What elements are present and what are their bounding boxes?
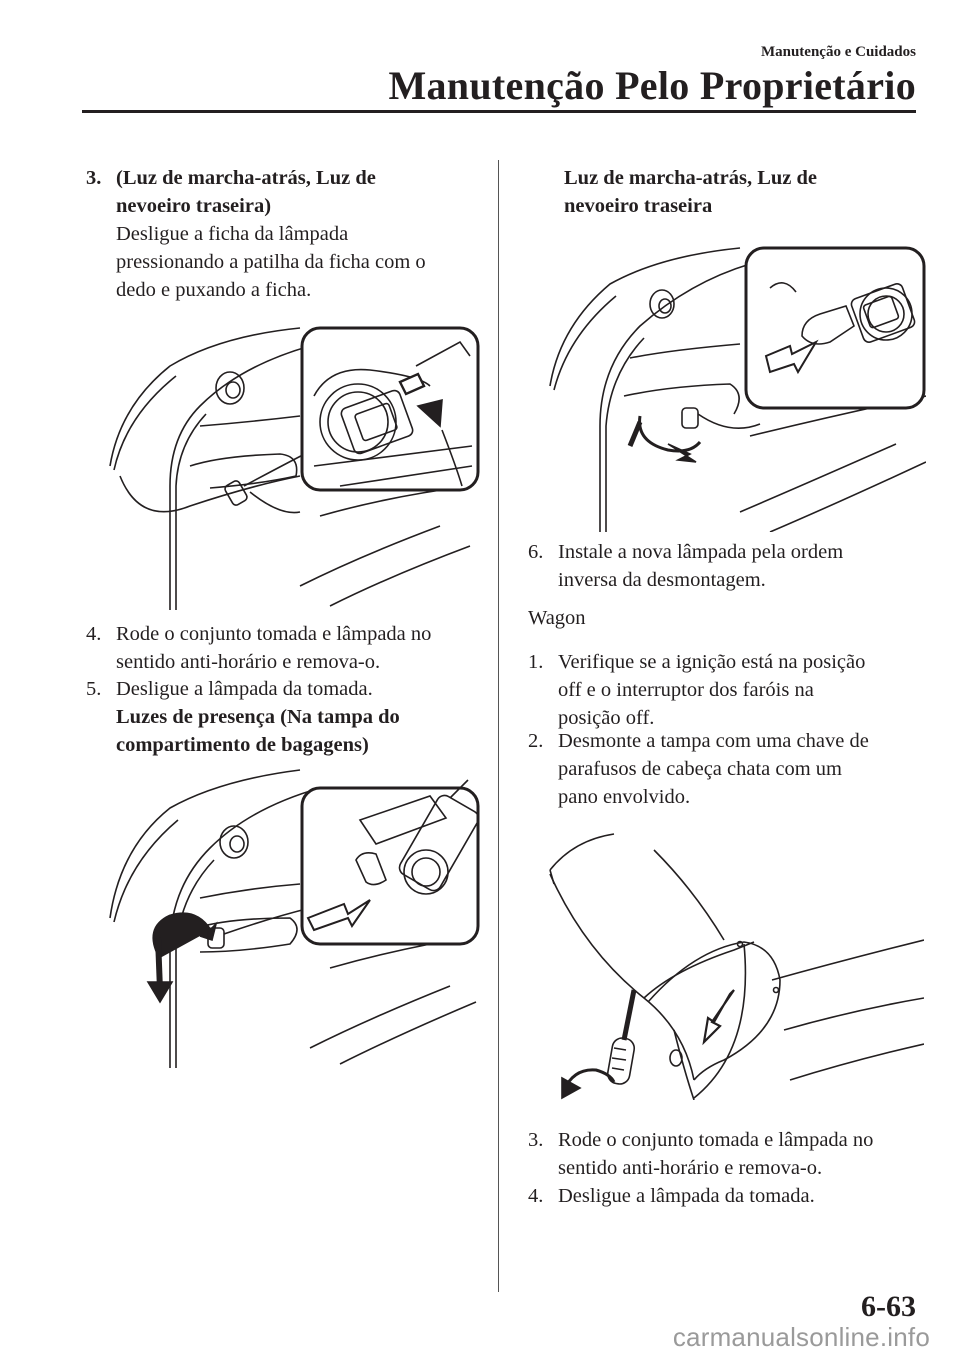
step-4-line-2: sentido anti-horário e remova-o.: [116, 651, 381, 673]
illustration-reverse-fog-socket: [540, 246, 926, 532]
wagon-step-3-line-1: Rode o conjunto tomada e lâmpada no: [558, 1129, 874, 1151]
illustration-wagon-cover-removal: [544, 830, 924, 1100]
section-title: Manutenção e Cuidados: [760, 44, 916, 60]
step-6-line-1: Instale a nova lâmpada pela ordem: [558, 541, 844, 563]
wagon-step-2-line-1: Desmonte a tampa com uma chave de: [558, 730, 869, 752]
wagon-step-4-number: 4.: [528, 1185, 544, 1207]
step-6-line-2: inversa da desmontagem.: [558, 569, 766, 591]
wagon-step-2-number: 2.: [528, 730, 544, 752]
step-5-subheading-1: Luzes de presença (Na tampa do: [116, 706, 400, 728]
wagon-step-3-line-2: sentido anti-horário e remova-o.: [558, 1157, 823, 1179]
caption-line-2: nevoeiro traseira: [564, 195, 713, 217]
wagon-step-1-line-1: Verifique se a ignição está na posição: [558, 651, 866, 673]
wagon-step-1: [528, 648, 928, 732]
step-3-body-1: Desligue a ficha da lâmpada: [116, 223, 349, 245]
wagon-heading: Wagon: [528, 607, 586, 629]
wagon-step-4: [528, 1182, 928, 1210]
wagon-step-2: [528, 727, 928, 811]
page-number: 6-63: [861, 1290, 916, 1323]
wagon-step-2-line-2: parafusos de cabeça chata com um: [558, 758, 843, 780]
wagon-step-1-line-3: posição off.: [558, 707, 655, 729]
watermark: carmanualsonline.info: [672, 1322, 930, 1352]
caption-reverse-fog: [564, 164, 924, 220]
step-3: [86, 164, 486, 304]
step-5-line: Desligue a lâmpada da tomada.: [116, 678, 373, 700]
step-3-body-2: pressionando a patilha da ficha com o: [116, 251, 426, 273]
wagon-step-2-line-3: pano envolvido.: [558, 786, 691, 808]
wagon-step-4-line-1: Desligue a lâmpada da tomada.: [558, 1185, 815, 1207]
illustration-position-light-socket: [100, 768, 480, 1068]
column-divider: [498, 160, 499, 1292]
step-3-number: 3.: [86, 167, 102, 189]
step-3-heading-2: nevoeiro traseira): [116, 195, 272, 217]
step-3-body-3: dedo e puxando a ficha.: [116, 279, 312, 301]
page-title: Manutenção Pelo Proprietário: [388, 63, 916, 108]
step-3-heading-1: (Luz de marcha-atrás, Luz de: [116, 167, 376, 189]
step-4-number: 4.: [86, 623, 102, 645]
step-5-subheading-2: compartimento de bagagens): [116, 734, 369, 756]
header-rule: [82, 110, 916, 113]
step-4-line-1: Rode o conjunto tomada e lâmpada no: [116, 623, 432, 645]
wagon-step-3-number: 3.: [528, 1129, 544, 1151]
wagon-step-1-number: 1.: [528, 651, 544, 673]
illustration-unplug-connector: [100, 326, 480, 616]
caption-line-1: Luz de marcha-atrás, Luz de: [564, 167, 818, 189]
step-6: [528, 538, 928, 594]
step-5-number: 5.: [86, 678, 102, 700]
wagon-step-3: [528, 1126, 928, 1182]
wagon-step-1-line-2: off e o interruptor dos faróis na: [558, 679, 814, 701]
step-4: [86, 620, 486, 676]
step-5: [86, 675, 486, 759]
step-6-number: 6.: [528, 541, 544, 563]
